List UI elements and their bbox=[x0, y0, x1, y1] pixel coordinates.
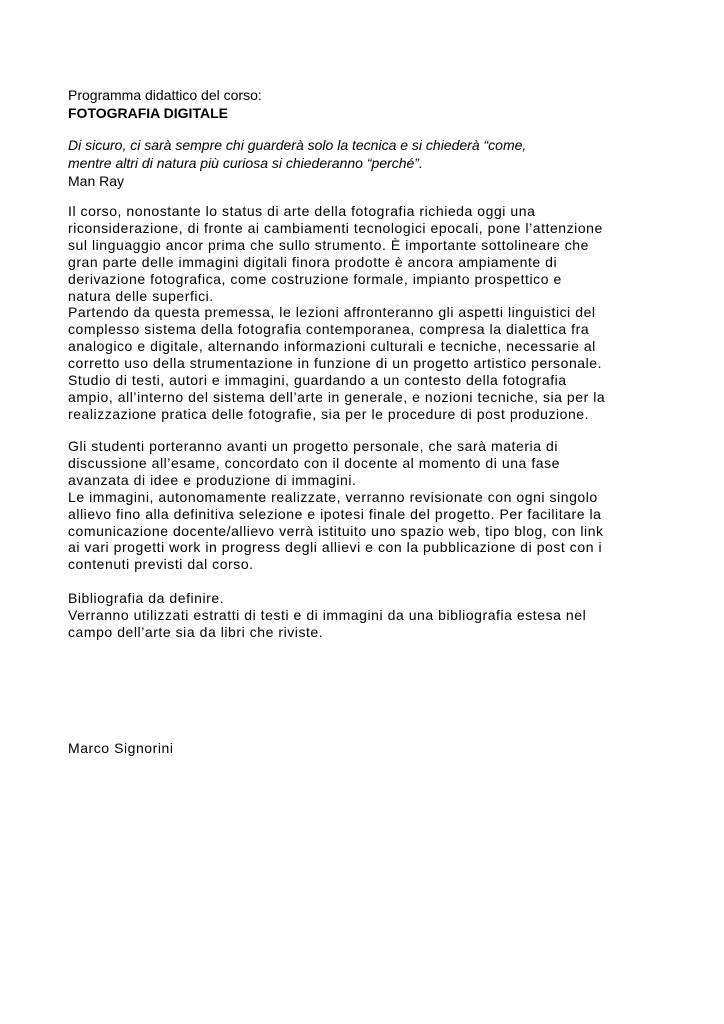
text-line: contenuti previsti dal corso. bbox=[68, 556, 254, 573]
text-line: Gli studenti porteranno avanti un progetto personale, che sarà materia di bbox=[68, 438, 558, 454]
text-line: comunicazione docente/allievo verrà istituito uno spazio web, tipo blog, con link bbox=[68, 522, 604, 539]
paragraph-bibliography bbox=[68, 590, 668, 641]
text-line: campo dell’arte sia da libri che riviste. bbox=[68, 623, 324, 640]
text-line: Le immagini, autonomamente realizzate, verranno revisionate con ogni singolo bbox=[68, 488, 598, 505]
text-line: analogico e digitale, alternando informazioni culturali e tecniche, necessarie al bbox=[68, 338, 596, 355]
signature bbox=[68, 740, 668, 757]
text-line: complesso sistema della fotografia contemporanea, compresa la dialettica fra bbox=[68, 321, 590, 338]
epigraph-author: Man Ray bbox=[68, 173, 125, 189]
epigraph bbox=[68, 136, 668, 190]
signature-name: Marco Signorini bbox=[68, 740, 174, 756]
text-line: Partendo da questa premessa, le lezioni affronteranno gli aspetti linguistici del bbox=[68, 304, 596, 321]
text-line: gran parte delle immagini digitali finora prodotte è ancora ampiamente di bbox=[68, 253, 558, 270]
text-line: derivazione fotografica, come costruzione formale, impianto prospettico e bbox=[68, 270, 562, 287]
text-line: Studio di testi, autori e immagini, guardando a un contesto della fotografia bbox=[68, 372, 567, 389]
paragraph-course-description bbox=[68, 203, 668, 423]
paragraph-student-project bbox=[68, 438, 668, 573]
text-line: ampio, all’interno del sistema dell’arte in generale, e nozioni tecniche, sia per la bbox=[68, 388, 606, 405]
text-line: corretto uso della strumentazione in funzione di un progetto artistico personale. bbox=[68, 355, 603, 372]
text-line: Il corso, nonostante lo status di arte della fotografia richieda oggi una bbox=[68, 203, 536, 219]
text-line: allievo fino alla definitiva selezione e ipotesi finale del progetto. Per facilitare la bbox=[68, 505, 602, 522]
text-line: realizzazione pratica delle fotografie, sia per le procedure di post produzione. bbox=[68, 405, 590, 422]
text-line: natura delle superfici. bbox=[68, 287, 214, 304]
epigraph-line: mentre altri di natura più curiosa si chiederanno “perché”. bbox=[68, 155, 423, 171]
course-subtitle: Programma didattico del corso: bbox=[68, 87, 262, 103]
epigraph-line: Di sicuro, ci sarà sempre chi guarderà solo la tecnica e si chiederà “come, bbox=[68, 137, 527, 153]
document-header bbox=[68, 86, 668, 122]
text-line: Bibliografia da definire. bbox=[68, 590, 225, 606]
text-line: sul linguaggio ancor prima che sullo strumento. È importante sottolineare che bbox=[68, 236, 589, 253]
course-title: FOTOGRAFIA DIGITALE bbox=[68, 105, 228, 121]
text-line: avanzata di idee e produzione di immagini. bbox=[68, 471, 357, 488]
text-line: ai vari progetti work in progress degli allievi e con la pubblicazione di post con i bbox=[68, 539, 603, 556]
text-line: discussione all’esame, concordato con il docente al momento di una fase bbox=[68, 454, 560, 471]
text-line: riconsiderazione, di fronte ai cambiamenti tecnologici epocali, pone l’attenzione bbox=[68, 219, 603, 236]
text-line: Verranno utilizzati estratti di testi e di immagini da una bibliografia estesa nel bbox=[68, 606, 587, 623]
